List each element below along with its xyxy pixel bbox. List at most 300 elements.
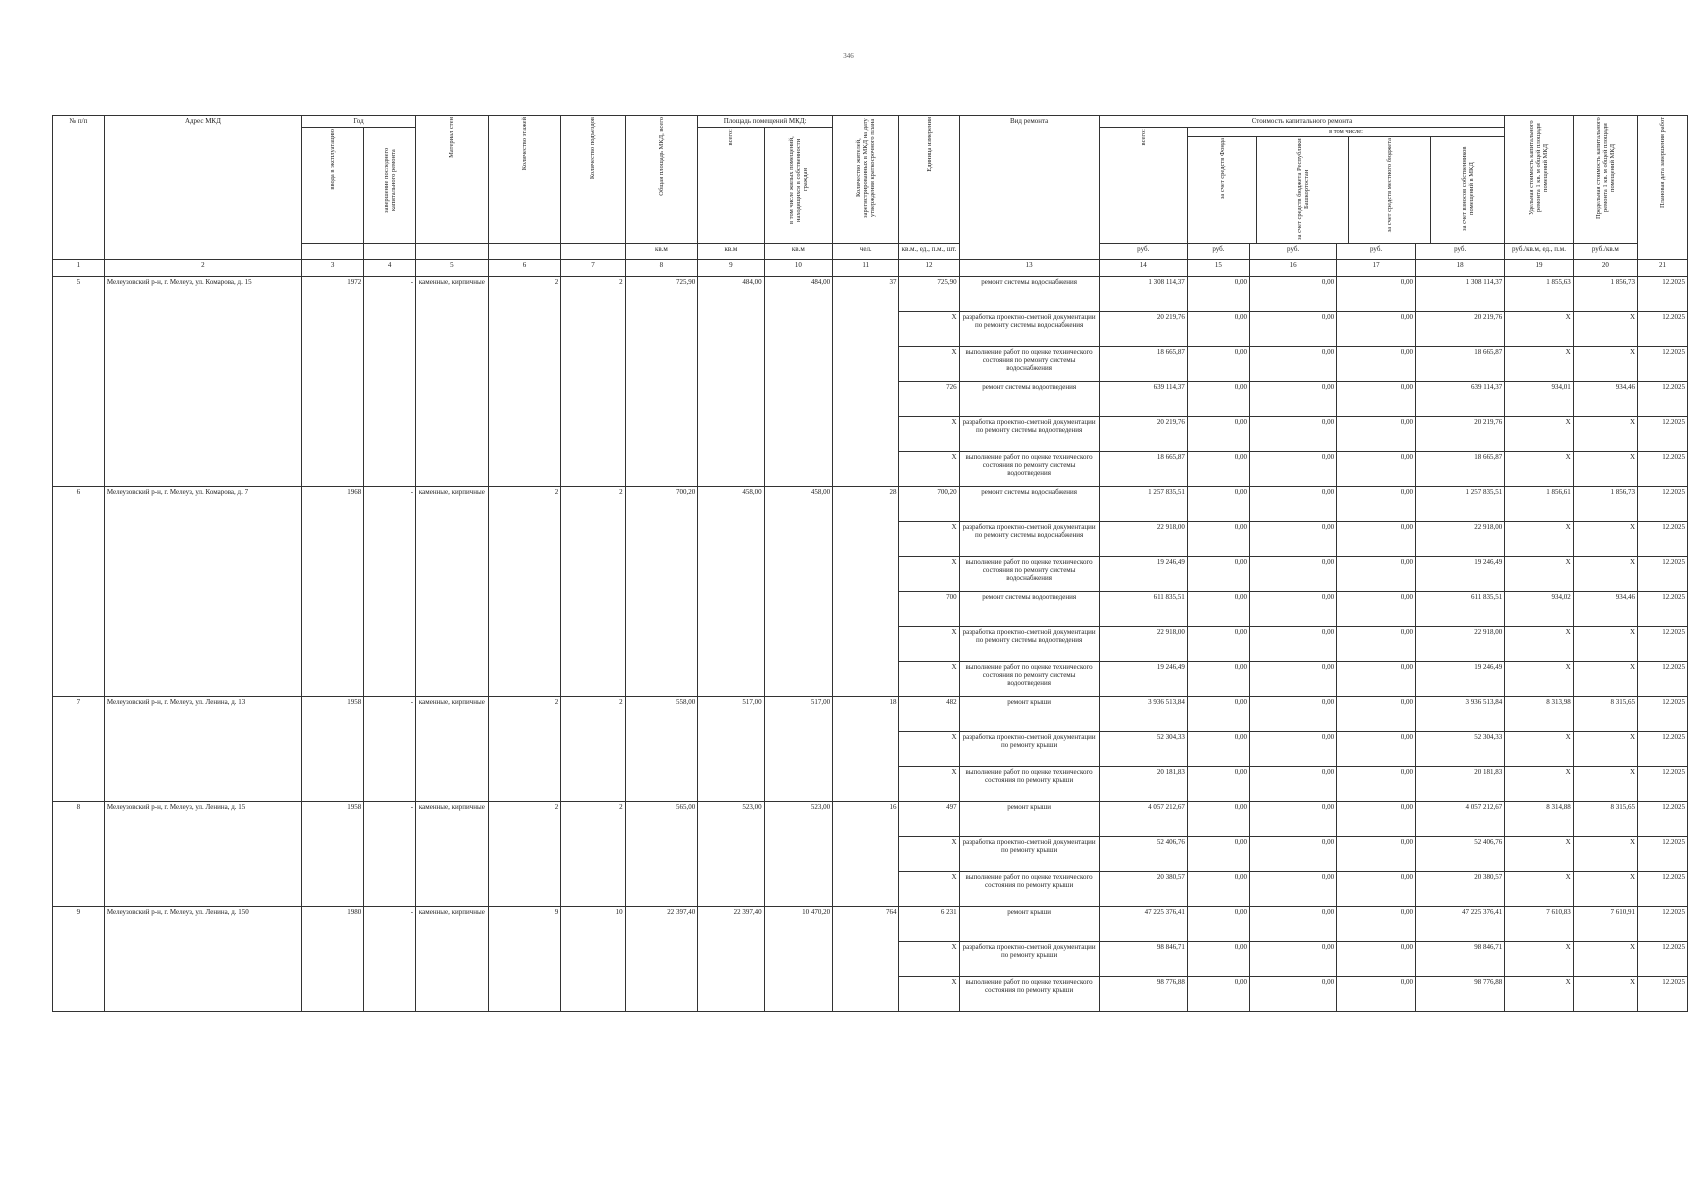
cost-owners: 52 304,33: [1416, 732, 1505, 767]
unit-cost: X: [1505, 347, 1573, 382]
unit-value: X: [899, 942, 959, 977]
cost-fund: 0,00: [1187, 592, 1249, 627]
cost-fund: 0,00: [1187, 767, 1249, 802]
unit-cost: 8 313,98: [1505, 697, 1573, 732]
column-number: 3: [301, 260, 363, 277]
cost-republic: 0,00: [1250, 732, 1337, 767]
cost-republic: 0,00: [1250, 872, 1337, 907]
hdr-col5: Материал стен: [416, 116, 489, 244]
unit-4: [364, 244, 416, 260]
cost-owners: 52 406,76: [1416, 837, 1505, 872]
cost-total: 52 406,76: [1099, 837, 1187, 872]
unit-value: X: [899, 732, 959, 767]
work-type: выполнение работ по оценке технического состояния по ремонту системы водоснабжения: [959, 557, 1099, 592]
end-date: 12.2025: [1638, 592, 1688, 627]
residents: 764: [833, 907, 899, 1012]
unit-value: 482: [899, 697, 959, 732]
work-type: ремонт крыши: [959, 697, 1099, 732]
entrances: 2: [561, 697, 625, 802]
cost-republic: 0,00: [1250, 557, 1337, 592]
end-date: 12.2025: [1638, 347, 1688, 382]
unit-12: кв.м., ед., п.м., шт.: [899, 244, 959, 260]
unit-value: X: [899, 347, 959, 382]
end-date: 12.2025: [1638, 872, 1688, 907]
unit-value: X: [899, 977, 959, 1012]
end-date: 12.2025: [1638, 312, 1688, 347]
total-area: 725,90: [625, 277, 698, 487]
premises-area: 458,00: [698, 487, 764, 697]
cost-total: 20 219,76: [1099, 312, 1187, 347]
cost-fund: 0,00: [1187, 837, 1249, 872]
unit-value: 700: [899, 592, 959, 627]
unit-cost: X: [1505, 627, 1573, 662]
living-area: 484,00: [764, 277, 832, 487]
cost-owners: 20 219,76: [1416, 312, 1505, 347]
cost-fund: 0,00: [1187, 522, 1249, 557]
cost-owners: 4 057 212,67: [1416, 802, 1505, 837]
table-row: [53, 697, 1688, 732]
work-type: выполнение работ по оценке технического состояния по ремонту крыши: [959, 872, 1099, 907]
unit-value: X: [899, 767, 959, 802]
work-type: ремонт крыши: [959, 802, 1099, 837]
cost-local: 0,00: [1337, 627, 1416, 662]
table-row: [53, 277, 1688, 312]
column-number: 1: [53, 260, 105, 277]
wall-material: каменные, кирпичные: [416, 697, 489, 802]
cost-total: 20 181,83: [1099, 767, 1187, 802]
year-built: 1958: [301, 697, 363, 802]
cost-owners: 98 846,71: [1416, 942, 1505, 977]
cost-local: 0,00: [1337, 557, 1416, 592]
end-date: 12.2025: [1638, 802, 1688, 837]
year-built: 1980: [301, 907, 363, 1012]
max-cost: 1 856,73: [1573, 277, 1637, 312]
cost-owners: 639 114,37: [1416, 382, 1505, 417]
cost-republic: 0,00: [1250, 662, 1337, 697]
hdr-col17: за счет средств местного бюджета: [1349, 137, 1431, 243]
cost-owners: 611 835,51: [1416, 592, 1505, 627]
cost-local: 0,00: [1337, 872, 1416, 907]
hdr-col18: за счет взносов собственников помещений в МКД: [1460, 146, 1475, 232]
hdr-col19: Удельная стоимость капитального ремонта 1 кв. м общей площади помещений МКД: [1505, 116, 1573, 244]
cost-total: 22 918,00: [1099, 522, 1187, 557]
end-date: 12.2025: [1638, 977, 1688, 1012]
cost-republic: 0,00: [1250, 452, 1337, 487]
column-number: 20: [1573, 260, 1637, 277]
unit-value: 497: [899, 802, 959, 837]
end-date: 12.2025: [1638, 557, 1688, 592]
cost-local: 0,00: [1337, 837, 1416, 872]
address: Мелеузовский р-н, г. Мелеуз, ул. Ленина, д. 13: [104, 697, 301, 802]
max-cost: X: [1573, 767, 1637, 802]
work-type: выполнение работ по оценке технического состояния по ремонту крыши: [959, 767, 1099, 802]
cost-fund: 0,00: [1187, 382, 1249, 417]
cost-total: 3 936 513,84: [1099, 697, 1187, 732]
hdr-col8: Общая площадь МКД, всего: [625, 116, 698, 244]
cost-owners: 98 776,88: [1416, 977, 1505, 1012]
end-date: 12.2025: [1638, 452, 1688, 487]
unit-18: руб.: [1416, 244, 1505, 260]
max-cost: 8 315,65: [1573, 802, 1637, 837]
unit-cost: 1 856,61: [1505, 487, 1573, 522]
work-type: ремонт крыши: [959, 907, 1099, 942]
living-area: 458,00: [764, 487, 832, 697]
premises-area: 484,00: [698, 277, 764, 487]
cost-republic: 0,00: [1250, 417, 1337, 452]
cost-republic: 0,00: [1250, 767, 1337, 802]
row-number: 7: [53, 697, 105, 802]
unit-19: руб./кв.м, ед., п.м.: [1505, 244, 1573, 260]
cost-fund: 0,00: [1187, 697, 1249, 732]
cost-owners: 19 246,49: [1416, 557, 1505, 592]
column-number: 15: [1187, 260, 1249, 277]
cost-total: 4 057 212,67: [1099, 802, 1187, 837]
cost-total: 98 776,88: [1099, 977, 1187, 1012]
cost-local: 0,00: [1337, 697, 1416, 732]
hdr-col11: Количество жителей, зарегистрированных в МКД на дату утверждения краткосрочного плана: [833, 116, 899, 244]
end-date: 12.2025: [1638, 487, 1688, 522]
work-type: разработка проектно-сметной документации по ремонту системы водоснабжения: [959, 312, 1099, 347]
work-type: разработка проектно-сметной документации по ремонту крыши: [959, 837, 1099, 872]
hdr-col21: Плановая дата завершения работ: [1638, 116, 1688, 260]
cost-republic: 0,00: [1250, 977, 1337, 1012]
cost-local: 0,00: [1337, 522, 1416, 557]
entrances: 10: [561, 907, 625, 1012]
max-cost: X: [1573, 312, 1637, 347]
max-cost: 934,46: [1573, 382, 1637, 417]
max-cost: X: [1573, 627, 1637, 662]
unit-7: [561, 244, 625, 260]
address: Мелеузовский р-н, г. Мелеуз, ул. Ленина, д. 15: [104, 802, 301, 907]
cost-total: 47 225 376,41: [1099, 907, 1187, 942]
column-number: 14: [1099, 260, 1187, 277]
cost-owners: 3 936 513,84: [1416, 697, 1505, 732]
unit-cost: X: [1505, 977, 1573, 1012]
cost-republic: 0,00: [1250, 382, 1337, 417]
column-number: 5: [416, 260, 489, 277]
max-cost: X: [1573, 417, 1637, 452]
cost-owners: 20 380,57: [1416, 872, 1505, 907]
unit-value: 6 231: [899, 907, 959, 942]
floors: 2: [488, 487, 561, 697]
cost-total: 611 835,51: [1099, 592, 1187, 627]
cost-local: 0,00: [1337, 977, 1416, 1012]
work-type: ремонт системы водоотведения: [959, 382, 1099, 417]
premises-area: 517,00: [698, 697, 764, 802]
cost-local: 0,00: [1337, 312, 1416, 347]
cost-local: 0,00: [1337, 942, 1416, 977]
last-repair: -: [364, 487, 416, 697]
column-number: 11: [833, 260, 899, 277]
cost-fund: 0,00: [1187, 732, 1249, 767]
cost-fund: 0,00: [1187, 452, 1249, 487]
column-number: 7: [561, 260, 625, 277]
unit-15: руб.: [1187, 244, 1249, 260]
cost-fund: 0,00: [1187, 872, 1249, 907]
cost-owners: 20 219,76: [1416, 417, 1505, 452]
floors: 2: [488, 277, 561, 487]
cost-local: 0,00: [1337, 732, 1416, 767]
column-number: 8: [625, 260, 698, 277]
cost-owners: 1 308 114,37: [1416, 277, 1505, 312]
unit-16: руб.: [1250, 244, 1337, 260]
total-area: 565,00: [625, 802, 698, 907]
unit-3: [301, 244, 363, 260]
cost-fund: 0,00: [1187, 802, 1249, 837]
cost-fund: 0,00: [1187, 277, 1249, 312]
work-type: выполнение работ по оценке технического состояния по ремонту системы водоотведения: [959, 452, 1099, 487]
unit-cost: X: [1505, 942, 1573, 977]
total-area: 700,20: [625, 487, 698, 697]
cost-republic: 0,00: [1250, 942, 1337, 977]
cost-republic: 0,00: [1250, 907, 1337, 942]
column-number: 13: [959, 260, 1099, 277]
unit-cost: X: [1505, 417, 1573, 452]
work-type: разработка проектно-сметной документации по ремонту системы водоснабжения: [959, 522, 1099, 557]
cost-local: 0,00: [1337, 487, 1416, 522]
max-cost: X: [1573, 452, 1637, 487]
work-type: разработка проектно-сметной документации по ремонту системы водоотведения: [959, 627, 1099, 662]
total-area: 558,00: [625, 697, 698, 802]
cost-republic: 0,00: [1250, 277, 1337, 312]
row-number: 9: [53, 907, 105, 1012]
unit-cost: X: [1505, 557, 1573, 592]
unit-value: X: [899, 872, 959, 907]
living-area: 517,00: [764, 697, 832, 802]
cost-total: 18 665,87: [1099, 452, 1187, 487]
residents: 37: [833, 277, 899, 487]
unit-value: 700,20: [899, 487, 959, 522]
wall-material: каменные, кирпичные: [416, 802, 489, 907]
end-date: 12.2025: [1638, 277, 1688, 312]
cost-local: 0,00: [1337, 802, 1416, 837]
unit-8: кв.м: [625, 244, 698, 260]
residents: 18: [833, 697, 899, 802]
unit-10: кв.м: [764, 244, 832, 260]
unit-value: 725,90: [899, 277, 959, 312]
wall-material: каменные, кирпичные: [416, 907, 489, 1012]
hdr-col9: всего:: [698, 128, 764, 244]
cost-total: 639 114,37: [1099, 382, 1187, 417]
unit-cost: X: [1505, 872, 1573, 907]
end-date: 12.2025: [1638, 522, 1688, 557]
max-cost: X: [1573, 837, 1637, 872]
premises-area: 523,00: [698, 802, 764, 907]
cost-local: 0,00: [1337, 907, 1416, 942]
living-area: 10 470,20: [764, 907, 832, 1012]
unit-6: [488, 244, 561, 260]
premises-area: 22 397,40: [698, 907, 764, 1012]
cost-republic: 0,00: [1250, 522, 1337, 557]
hdr-col3: ввода в эксплуатацию: [301, 128, 363, 244]
row-number: 5: [53, 277, 105, 487]
cost-fund: 0,00: [1187, 417, 1249, 452]
hdr-col15: за счет средств Фонда: [1188, 137, 1257, 243]
end-date: 12.2025: [1638, 382, 1688, 417]
column-number: 12: [899, 260, 959, 277]
unit-17: руб.: [1337, 244, 1416, 260]
cost-fund: 0,00: [1187, 627, 1249, 662]
max-cost: X: [1573, 557, 1637, 592]
column-number: 18: [1416, 260, 1505, 277]
year-built: 1972: [301, 277, 363, 487]
unit-cost: X: [1505, 732, 1573, 767]
unit-20: руб./кв.м: [1573, 244, 1637, 260]
table-row: [53, 802, 1688, 837]
address: Мелеузовский р-н, г. Мелеуз, ул. Ленина, д. 150: [104, 907, 301, 1012]
unit-value: X: [899, 837, 959, 872]
cost-total: 19 246,49: [1099, 557, 1187, 592]
end-date: 12.2025: [1638, 417, 1688, 452]
column-number: 9: [698, 260, 764, 277]
wall-material: каменные, кирпичные: [416, 277, 489, 487]
hdr-col12: Единица измерения: [899, 116, 959, 244]
cost-local: 0,00: [1337, 592, 1416, 627]
column-number: 2: [104, 260, 301, 277]
max-cost: X: [1573, 522, 1637, 557]
floors: 2: [488, 802, 561, 907]
end-date: 12.2025: [1638, 627, 1688, 662]
end-date: 12.2025: [1638, 837, 1688, 872]
unit-cost: X: [1505, 662, 1573, 697]
cost-owners: 47 225 376,41: [1416, 907, 1505, 942]
cost-fund: 0,00: [1187, 312, 1249, 347]
entrances: 2: [561, 802, 625, 907]
cost-owners: 20 181,83: [1416, 767, 1505, 802]
cost-republic: 0,00: [1250, 697, 1337, 732]
hdr-col6: Количество этажей: [488, 116, 561, 244]
hdr-col7: Количество подъездов: [561, 116, 625, 244]
residents: 28: [833, 487, 899, 697]
last-repair: -: [364, 802, 416, 907]
hdr-vtom-sub: [1188, 137, 1504, 243]
unit-value: X: [899, 522, 959, 557]
unit-cost: 934,02: [1505, 592, 1573, 627]
end-date: 12.2025: [1638, 697, 1688, 732]
hdr-col10: в том числе жилых помещений, находящихся в собственности граждан: [764, 128, 832, 244]
unit-value: X: [899, 662, 959, 697]
floors: 2: [488, 697, 561, 802]
work-type: ремонт системы водоснабжения: [959, 277, 1099, 312]
cost-total: 19 246,49: [1099, 662, 1187, 697]
year-built: 1968: [301, 487, 363, 697]
hdr-ploshad: Площадь помещений МКД:: [698, 116, 833, 128]
max-cost: 934,46: [1573, 592, 1637, 627]
unit-cost: X: [1505, 452, 1573, 487]
address: Мелеузовский р-н, г. Мелеуз, ул. Комарова, д. 15: [104, 277, 301, 487]
cost-owners: 18 665,87: [1416, 347, 1505, 382]
cost-total: 20 219,76: [1099, 417, 1187, 452]
cost-fund: 0,00: [1187, 907, 1249, 942]
cost-total: 52 304,33: [1099, 732, 1187, 767]
hdr-col13: Вид ремонта: [959, 116, 1099, 260]
row-number: 6: [53, 487, 105, 697]
max-cost: X: [1573, 347, 1637, 382]
unit-cost: 8 314,88: [1505, 802, 1573, 837]
hdr-col20: Предельная стоимость капитального ремонта 1 кв. м общей площади помещений МКД: [1573, 116, 1637, 244]
cost-republic: 0,00: [1250, 592, 1337, 627]
cost-republic: 0,00: [1250, 627, 1337, 662]
entrances: 2: [561, 277, 625, 487]
last-repair: -: [364, 277, 416, 487]
cost-owners: 22 918,00: [1416, 522, 1505, 557]
cost-local: 0,00: [1337, 417, 1416, 452]
cost-local: 0,00: [1337, 277, 1416, 312]
last-repair: -: [364, 697, 416, 802]
unit-cost: X: [1505, 312, 1573, 347]
unit-14: руб.: [1099, 244, 1187, 260]
unit-cost: X: [1505, 522, 1573, 557]
cost-republic: 0,00: [1250, 347, 1337, 382]
cost-total: 18 665,87: [1099, 347, 1187, 382]
wall-material: каменные, кирпичные: [416, 487, 489, 697]
cost-republic: 0,00: [1250, 487, 1337, 522]
cost-local: 0,00: [1337, 382, 1416, 417]
work-type: выполнение работ по оценке технического состояния по ремонту системы водоснабжения: [959, 347, 1099, 382]
table-body: [53, 277, 1688, 1012]
total-area: 22 397,40: [625, 907, 698, 1012]
end-date: 12.2025: [1638, 907, 1688, 942]
work-type: разработка проектно-сметной документации по ремонту крыши: [959, 942, 1099, 977]
hdr-col4: завершение последнего капитального ремонта: [364, 128, 416, 244]
row-number: 8: [53, 802, 105, 907]
floors: 9: [488, 907, 561, 1012]
unit-value: 726: [899, 382, 959, 417]
unit-value: X: [899, 312, 959, 347]
cost-owners: 18 665,87: [1416, 452, 1505, 487]
work-type: ремонт системы водоотведения: [959, 592, 1099, 627]
hdr-vtom: в том числе:: [1188, 128, 1504, 137]
hdr-col1: № п/п: [53, 116, 105, 260]
unit-value: X: [899, 417, 959, 452]
hdr-stoimost: Стоимость капитального ремонта: [1099, 116, 1505, 128]
cost-total: 98 846,71: [1099, 942, 1187, 977]
unit-11: чел.: [833, 244, 899, 260]
hdr-vtom-group: [1187, 128, 1504, 244]
column-number: 17: [1337, 260, 1416, 277]
end-date: 12.2025: [1638, 767, 1688, 802]
entrances: 2: [561, 487, 625, 697]
cost-fund: 0,00: [1187, 557, 1249, 592]
cost-owners: 1 257 835,51: [1416, 487, 1505, 522]
column-number: 19: [1505, 260, 1573, 277]
cost-fund: 0,00: [1187, 977, 1249, 1012]
max-cost: X: [1573, 977, 1637, 1012]
cost-local: 0,00: [1337, 347, 1416, 382]
unit-value: X: [899, 557, 959, 592]
cost-total: 1 257 835,51: [1099, 487, 1187, 522]
unit-cost: 934,01: [1505, 382, 1573, 417]
cost-total: 22 918,00: [1099, 627, 1187, 662]
cost-fund: 0,00: [1187, 942, 1249, 977]
last-repair: -: [364, 907, 416, 1012]
hdr-col14: всего:: [1099, 128, 1187, 244]
column-number: 4: [364, 260, 416, 277]
column-number: 21: [1638, 260, 1688, 277]
address: Мелеузовский р-н, г. Мелеуз, ул. Комарова, д. 7: [104, 487, 301, 697]
max-cost: X: [1573, 942, 1637, 977]
table-row: [53, 487, 1688, 522]
max-cost: X: [1573, 662, 1637, 697]
work-type: выполнение работ по оценке технического состояния по ремонту системы водоотведения: [959, 662, 1099, 697]
work-type: ремонт системы водоснабжения: [959, 487, 1099, 522]
hdr-god: Год: [301, 116, 415, 128]
cost-owners: 22 918,00: [1416, 627, 1505, 662]
unit-cost: 1 855,63: [1505, 277, 1573, 312]
cost-republic: 0,00: [1250, 837, 1337, 872]
column-number: 6: [488, 260, 561, 277]
hdr-col16: за счет средств бюджета Республики Башкортостан: [1257, 137, 1349, 243]
